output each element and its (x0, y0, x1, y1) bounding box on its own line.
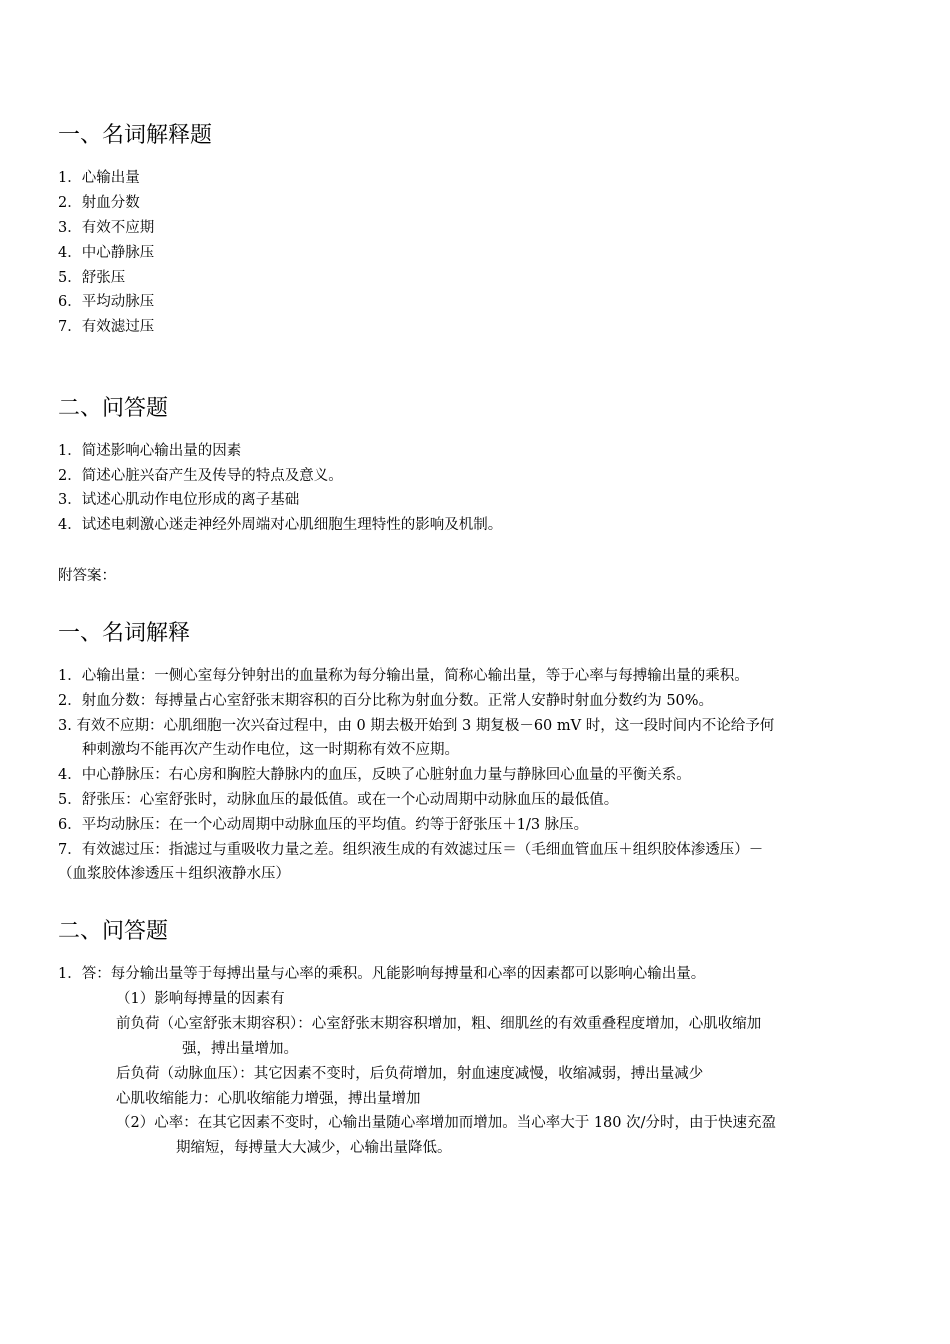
answer-paragraph: （2）心率：在其它因素不变时，心输出量随心率增加而增加。当心率大于 180 次/分时，由于快速充盈 (116, 1115, 777, 1131)
answer-paragraph: 后负荷（动脉血压）：其它因素不变时，后负荷增加，射血速度减慢，收缩减弱，搏出量减少 (116, 1066, 704, 1082)
answer-heading-questions: 二、问答题 (58, 919, 169, 944)
answer-heading-terms: 一、名词解释 (58, 621, 191, 646)
section-heading-questions: 二、问答题 (58, 396, 169, 421)
term-item: 1．心输出量 (58, 170, 140, 186)
answer-term-item: 4．中心静脉压：右心房和胸腔大静脉内的血压，反映了心脏射血力量与静脉回心血量的平衡关系。 (58, 767, 691, 783)
answer-subheading: （1）影响每搏量的因素有 (116, 991, 285, 1007)
answer-term-continuation: 种刺激均不能再次产生动作电位，这一时期称有效不应期。 (82, 742, 459, 758)
answer-paragraph-continuation: 强，搏出量增加。 (182, 1041, 298, 1057)
term-item: 4．中心静脉压 (58, 245, 155, 261)
question-item: 1．简述影响心输出量的因素 (58, 443, 242, 459)
answer-paragraph: 心肌收缩能力：心肌收缩能力增强，搏出量增加 (116, 1091, 421, 1107)
answer-question-item: 1．答：每分输出量等于每搏出量与心率的乘积。凡能影响每搏量和心率的因素都可以影响心输出量。 (58, 966, 706, 982)
term-item: 6．平均动脉压 (58, 294, 155, 310)
section-heading-terms: 一、名词解释题 (58, 123, 213, 148)
term-item: 7．有效滤过压 (58, 319, 155, 335)
answer-paragraph-continuation: 期缩短，每搏量大大减少，心输出量降低。 (176, 1140, 452, 1156)
answer-term-item: 1．心输出量：一侧心室每分钟射出的血量称为每分输出量，简称心输出量，等于心率与每搏输出量的乘积。 (58, 668, 749, 684)
answer-term-continuation: （血浆胶体渗透压＋组织液静水压） (58, 866, 290, 882)
answer-term-item: 5．舒张压：心室舒张时，动脉血压的最低值。或在一个心动周期中动脉血压的最低值。 (58, 792, 619, 808)
answers-label: 附答案： (58, 568, 116, 584)
term-item: 5．舒张压 (58, 270, 126, 286)
answer-term-item: 6．平均动脉压：在一个心动周期中动脉血压的平均值。约等于舒张压＋1/3 脉压。 (58, 817, 589, 833)
question-item: 4．试述电刺激心迷走神经外周端对心肌细胞生理特性的影响及机制。 (58, 517, 503, 533)
answer-term-item: 2．射血分数：每搏量占心室舒张末期容积的百分比称为射血分数。正常人安静时射血分数约为 50%。 (58, 693, 714, 709)
term-item: 2．射血分数 (58, 195, 140, 211)
term-item: 3．有效不应期 (58, 220, 155, 236)
answer-term-item: 7．有效滤过压：指滤过与重吸收力量之差。组织液生成的有效滤过压＝（毛细血管血压＋组织胶体渗透压）－ (58, 842, 764, 858)
question-item: 2．简述心脏兴奋产生及传导的特点及意义。 (58, 468, 343, 484)
question-item: 3．试述心肌动作电位形成的离子基础 (58, 492, 300, 508)
answer-paragraph: 前负荷（心室舒张末期容积）：心室舒张末期容积增加，粗、细肌丝的有效重叠程度增加，心肌收缩加 (116, 1016, 762, 1032)
answer-term-item: 3. 有效不应期：心肌细胞一次兴奋过程中，由 0 期去极开始到 3 期复极－60 mV 时，这一段时间内不论给予何 (58, 718, 775, 734)
